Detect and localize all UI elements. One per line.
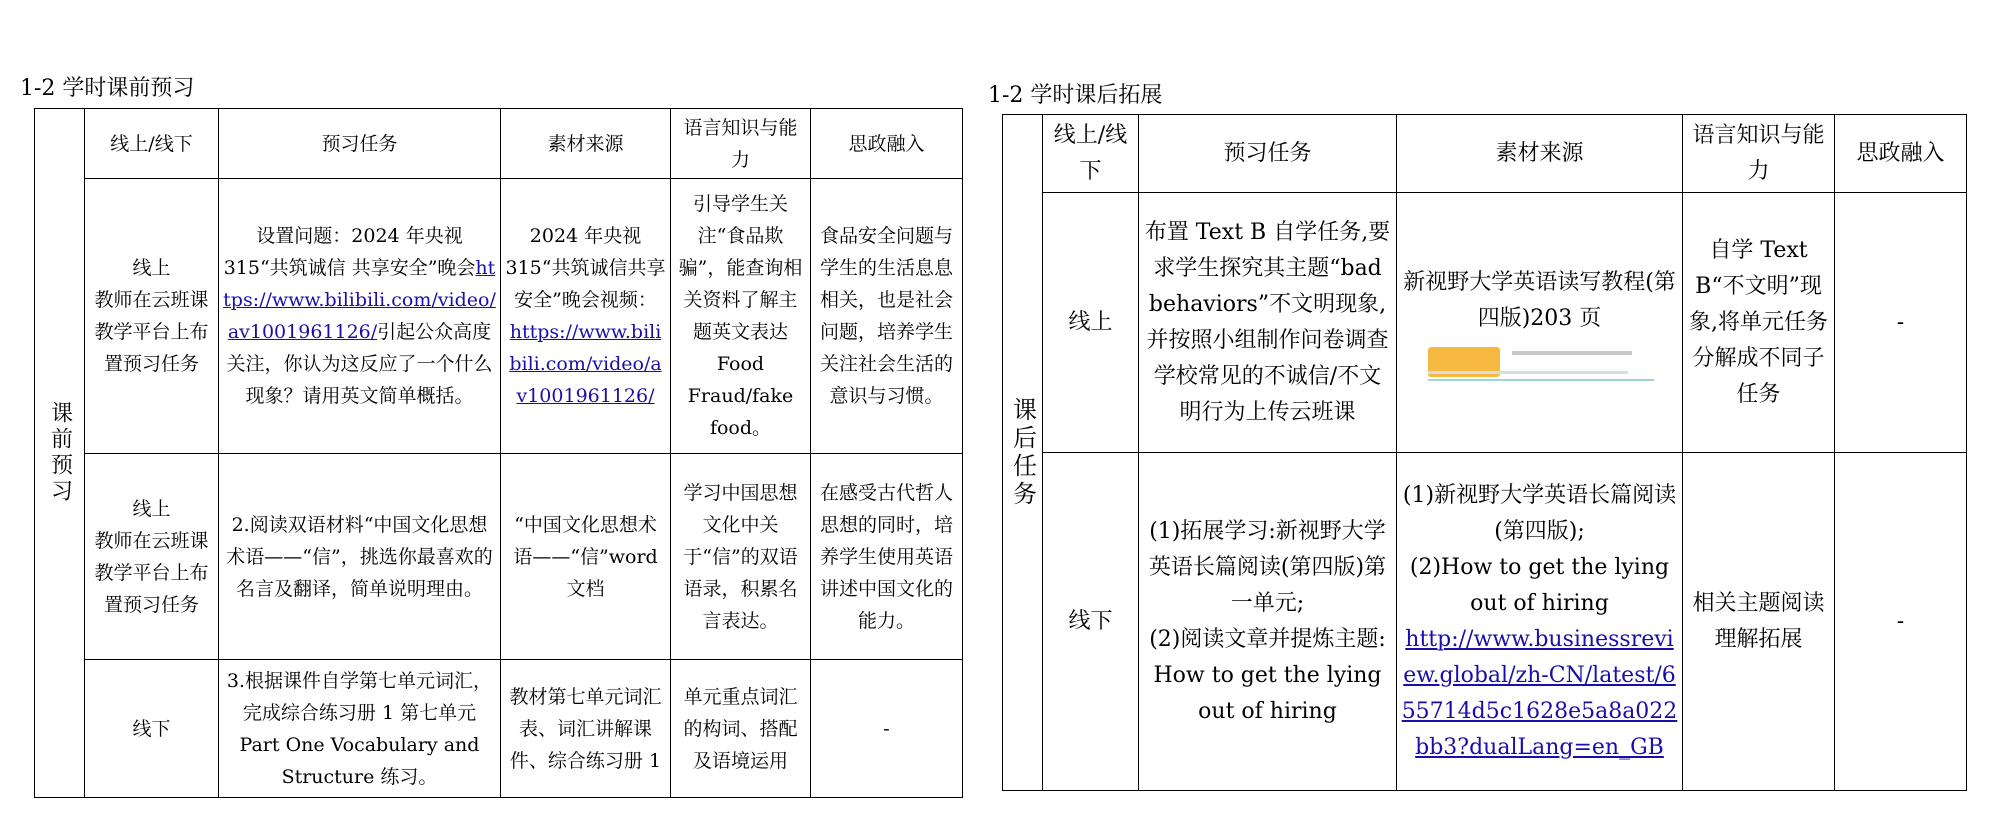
header-task: 预习任务 — [1139, 115, 1397, 193]
cell-mode: 线上 教师在云班课教学平台上布置预习任务 — [85, 454, 219, 660]
thumbnail-line — [1428, 379, 1654, 381]
cell-language: 自学 Text B“不文明”现象,将单元任务分解成不同子任务 — [1683, 193, 1835, 453]
source-text: (2)How to get the lying out of hiring — [1409, 554, 1670, 616]
cell-mode: 线下 — [1043, 453, 1139, 791]
cell-source: 教材第七单元词汇表、词汇讲解课件、综合练习册 1 — [501, 660, 671, 798]
header-language: 语言知识与能力 — [1683, 115, 1835, 193]
cell-task: 2.阅读双语材料“中国文化思想术语——“信”，挑选你最喜欢的名言及翻译，简单说明理由。 — [219, 454, 501, 660]
header-ideology: 思政融入 — [1835, 115, 1967, 193]
table-row — [35, 454, 963, 660]
task-text-continued: 引起公众高度关注，你认为这反应了一个什么现象？请用英文简单概括。 — [226, 321, 493, 407]
cell-source: “中国文化思想术语——“信”word 文档 — [501, 454, 671, 660]
after-class-extension-table — [1002, 114, 1967, 791]
screenshot-thumbnail — [1422, 343, 1658, 381]
cell-mode: 线上 教师在云班课教学平台上布置预习任务 — [85, 179, 219, 454]
cell-source — [501, 179, 671, 454]
thumbnail-line — [1512, 351, 1632, 355]
source-link[interactable]: http://www.businessreview.global/zh-CN/latest/655714d5c1628e5a8a022bb3?dualLang=en_GB — [1401, 626, 1678, 760]
table-header-row — [1003, 115, 1967, 193]
source-text: 2024 年央视 315“共筑诚信共享安全”晚会视频： — [505, 225, 666, 311]
table-row — [35, 179, 963, 454]
cell-language: 单元重点词汇的构词、搭配及语境运用 — [671, 660, 811, 798]
table-row — [1003, 193, 1967, 453]
left-table-caption: 1-2 学时课前预习 — [20, 76, 195, 101]
table-row — [1003, 453, 1967, 791]
header-source: 素材来源 — [1397, 115, 1683, 193]
cell-source — [1397, 453, 1683, 791]
header-mode: 线上/线下 — [1043, 115, 1139, 193]
cell-mode: 线下 — [85, 660, 219, 798]
cell-language: 引导学生关注“食品欺骗”，能查询相关资料了解主题英文表达 Food Fraud/fake food。 — [671, 179, 811, 454]
cell-task: 布置 Text B 自学任务,要求学生探究其主题“bad behaviors”不文明现象,并按照小组制作问卷调查学校常见的不诚信/不文明行为上传云班课 — [1139, 193, 1397, 453]
header-language: 语言知识与能力 — [671, 109, 811, 179]
section-label: 课前预习 — [35, 109, 85, 798]
header-mode: 线上/线下 — [85, 109, 219, 179]
cell-language: 相关主题阅读理解拓展 — [1683, 453, 1835, 791]
cell-task: (1)拓展学习:新视野大学英语长篇阅读(第四版)第一单元; (2)阅读文章并提炼主题: How to get the lying out of hiring — [1139, 453, 1397, 791]
cell-ideology: 食品安全问题与学生的生活息息相关，也是社会问题，培养学生关注社会生活的意识与习惯。 — [811, 179, 963, 454]
source-link[interactable]: https://www.bilibili.com/video/av1001961126/ — [509, 321, 662, 407]
task-text: 设置问题：2024 年央视 315“共筑诚信 共享安全”晚会 — [223, 225, 476, 279]
cell-ideology: - — [811, 660, 963, 798]
header-source: 素材来源 — [501, 109, 671, 179]
cell-ideology: 在感受古代哲人思想的同时，培养学生使用英语讲述中国文化的能力。 — [811, 454, 963, 660]
thumbnail-line — [1428, 371, 1628, 374]
cell-source — [1397, 193, 1683, 453]
cell-mode: 线上 — [1043, 193, 1139, 453]
source-text: (1)新视野大学英语长篇阅读(第四版); — [1402, 482, 1677, 544]
header-ideology: 思政融入 — [811, 109, 963, 179]
cell-language: 学习中国思想文化中关于“信”的双语语录，积累名言表达。 — [671, 454, 811, 660]
cell-ideology: - — [1835, 193, 1967, 453]
pre-class-preview-table — [34, 108, 963, 798]
right-table-caption: 1-2 学时课后拓展 — [988, 83, 1163, 108]
table-row — [35, 660, 963, 798]
header-task: 预习任务 — [219, 109, 501, 179]
source-text: 新视野大学英语读写教程(第四版)203 页 — [1403, 269, 1676, 331]
table-header-row — [35, 109, 963, 179]
section-label: 课后任务 — [1003, 115, 1043, 791]
cell-task — [219, 179, 501, 454]
cell-ideology: - — [1835, 453, 1967, 791]
task-link[interactable]: https://www.bilibili.com/video/av1001961126/ — [223, 257, 496, 343]
cell-task: 3.根据课件自学第七单元词汇，完成综合练习册 1 第七单元 Part One Vocabulary and Structure 练习。 — [219, 660, 501, 798]
